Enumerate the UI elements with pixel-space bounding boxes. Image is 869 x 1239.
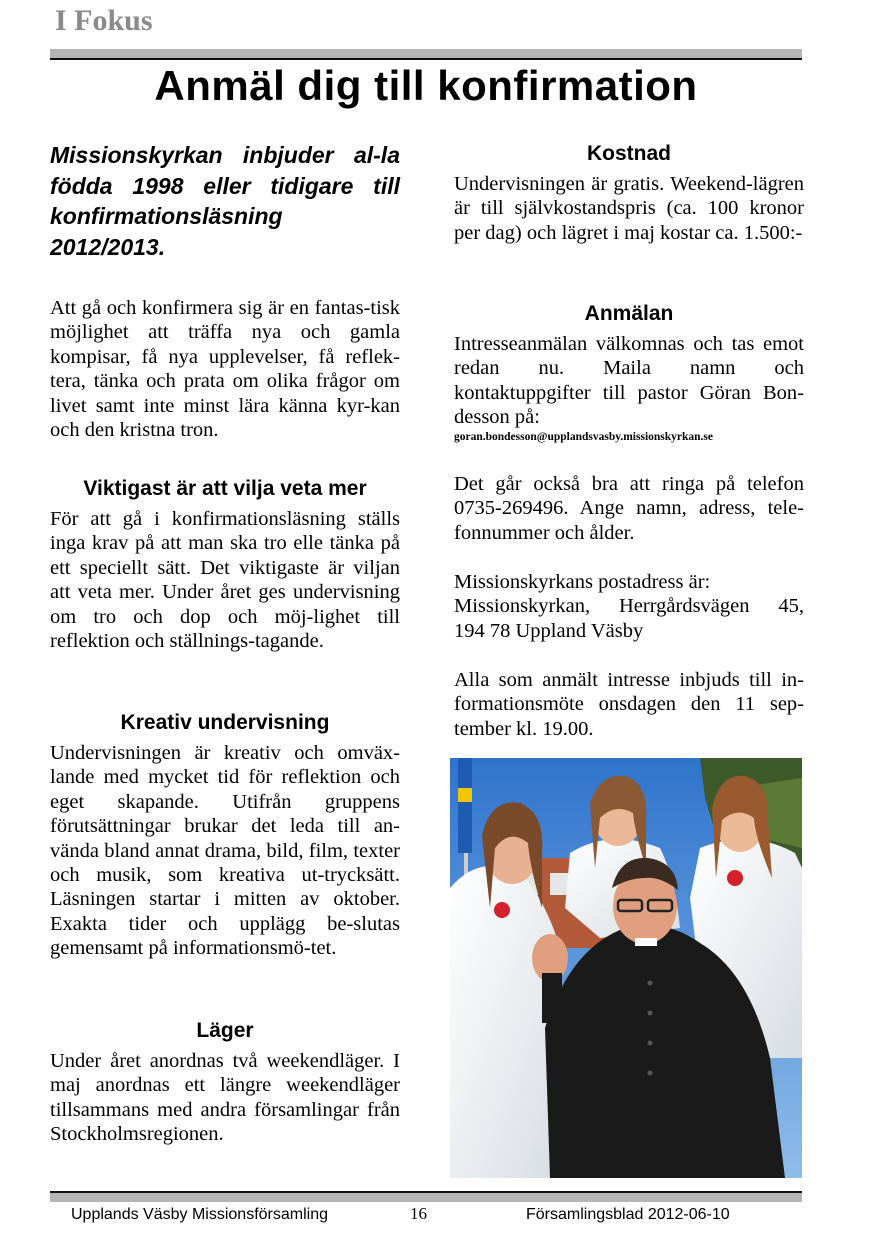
heading-kreativ: Kreativ undervisning: [120, 711, 330, 734]
footer-publication: Församlingsblad 2012-06-10: [526, 1206, 730, 1223]
page-number: 16: [410, 1204, 427, 1223]
top-divider: [50, 49, 802, 60]
postal-address: [454, 570, 804, 643]
paragraph-anmalan: Intresseanmälan välkomnas och tas emot redan nu. Maila namn och kontaktuppgifter till pastor Göran Bon-desson på:: [454, 333, 804, 429]
paragraph-kostnad: Undervisningen är gratis. Weekend-lägren är till självkostandspris (ca. 100 kronor per dag) och lägret i maj kostar ca. 1.500:-: [454, 173, 804, 244]
paragraph-meeting: Alla som anmält intresse inbjuds till in-formationsmöte onsdagen den 11 sep-tember kl. 19.00.: [454, 669, 804, 740]
address-intro: Missionskyrkans postadress är:: [454, 571, 711, 593]
heading-anmalan: Anmälan: [584, 302, 674, 325]
heading-viktigast: Viktigast är att vilja veta mer: [83, 477, 367, 500]
paragraph-phone: Det går också bra att ringa på telefon 0735-269496. Ange namn, adress, tele-fonnummer och ålder.: [454, 473, 804, 544]
heading-kostnad: Kostnad: [587, 142, 671, 165]
address-line-2: 194 78 Uppland Väsby: [454, 619, 644, 642]
heading-lager: Läger: [196, 1019, 254, 1042]
confirmation-group-photo: [450, 758, 802, 1178]
paragraph-viktigast: För att gå i konfirmationsläsning ställs inga krav på att man ska tro elle tänka på ett speciellt sätt. Det viktigaste är viljan att veta mer. Under året ges undervisning om tro och dop och möj-lighet till reflektion och ställnings-tagande.: [50, 508, 400, 653]
intro-paragraph: Att gå och konfirmera sig är en fantas-tisk möjlighet att träffa nya och gamla kompisar, få nya upplevelser, få reflek-tera, tänka och prata om olika frågor om livet samt inte minst lära känna kyr-kan och den kristna tron.: [50, 297, 400, 442]
paragraph-kreativ: Undervisningen är kreativ och omväx-lande med mycket tid för reflektion och eget skapande. Utifrån gruppens förutsättningar brukar det leda till an-vända bland annat drama, bild, film, texter och musik, som kreativa ut-trycksätt. Läsningen startar i mitten av oktober. Exakta tider och upplägg be-slutas gemensamt på informationsmö-tet.: [50, 742, 400, 960]
address-line-1: Missionskyrkan, Herrgårdsvägen 45,: [454, 595, 804, 618]
lead-paragraph: Missionskyrkan inbjuder al-la födda 1998 eller tidigare till konfirmationsläsning 2012/2013.: [50, 142, 400, 260]
page-title: Anmäl dig till konfirmation: [154, 62, 698, 109]
section-label: I Fokus: [55, 4, 153, 37]
paragraph-lager: Under året anordnas två weekendläger. I maj anordnas ett längre weekendläger tillsammans med andra församlingar från Stockholmsregionen.: [50, 1050, 400, 1146]
footer-organization: Upplands Väsby Missionsförsamling: [71, 1206, 328, 1223]
email-address[interactable]: goran.bondesson@upplandsvasby.missionskyrkan.se: [454, 431, 714, 443]
bottom-divider: [50, 1191, 802, 1202]
photo-illustration: [450, 758, 802, 1178]
